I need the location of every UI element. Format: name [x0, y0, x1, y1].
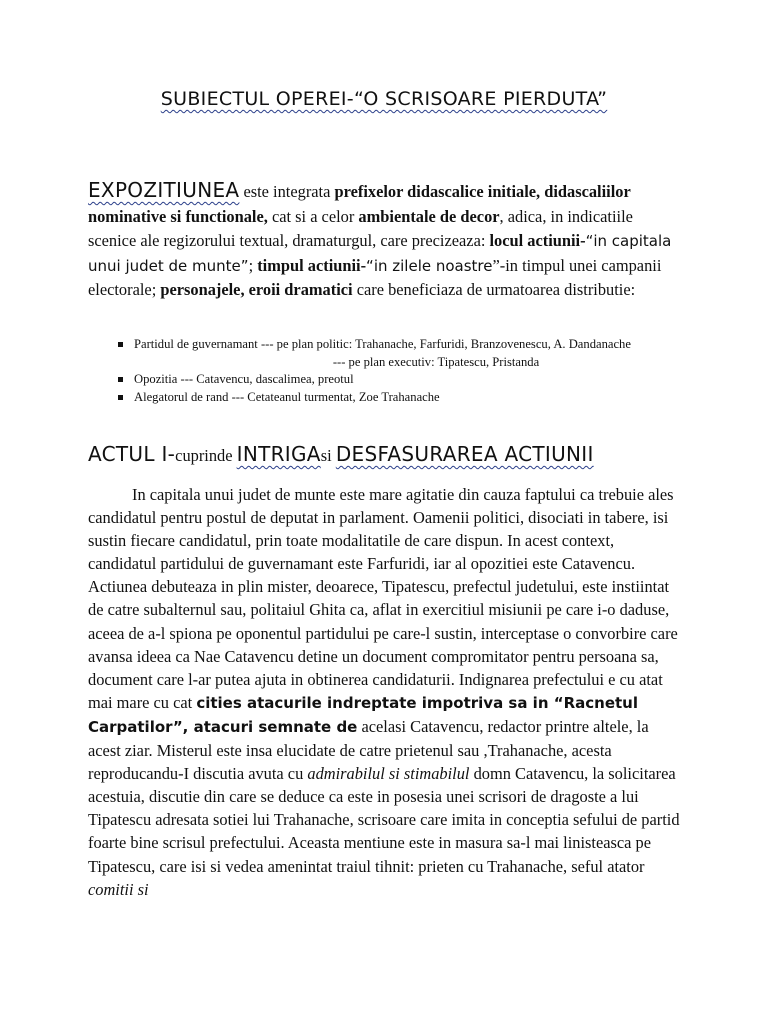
list-item: Alegatorul de rand --- Cetateanul turmentat, Zoe Trahanache	[116, 389, 636, 407]
list-item: Opozitia --- Catavencu, dascalimea, preotul	[116, 371, 636, 389]
document-title	[0, 88, 768, 110]
body-italic: comitii si	[88, 879, 149, 899]
list-item-continuation: --- pe plan executiv: Tipatescu, Pristanda	[332, 354, 540, 369]
intro-quote: “in capitala unui judet de munte”	[88, 232, 672, 275]
desfasurarea-heading: DESFASURAREA ACTIUNII	[335, 442, 594, 466]
intro-bold: ambientale de decor	[358, 206, 500, 226]
body-paragraph	[88, 483, 684, 901]
intro-text: ”-in timpul unei campanii electorale;	[88, 255, 662, 299]
intriga-heading: INTRIGA	[236, 442, 321, 466]
body-text: In capitala unui judet de munte este mare agitatie din cauza faptului ca trebuie ales candidatul pentru postul de deputat in parlament. Oamenii politici, disociati in tabere, isi sustin fiecare candidatul, prin toate modalitatile de care dispun. In acest context, candidatul partidului de guvernamant este Farfuridi, iar al opozitiei este Catavencu. Actiunea debuteaza in plin mister, deoarece, Tipatescu, prefectul judetului, este instiintat de catre subalternul sau, politaiul Ghita ca, aflat in exercitiul misiunii pe care i-o daduse, aceea de a-l spiona pe oponentul partidului pe care-l sustin, interceptase o convorbire care avansa ideea ca Nae Catavencu detine un document compromitator pentru persoana sa, document care l-ar putea ajuta in obtinerea candidaturii. Indignarea prefectului e cu atat mai mare cu cat	[88, 485, 678, 712]
act-label: ACTUL I-	[88, 442, 176, 466]
intro-text: este integrata	[239, 182, 335, 201]
body-italic: admirabilul si stimabilul	[307, 764, 470, 784]
act-text: si	[320, 446, 336, 465]
intro-text: , adica, in indicatiile scenice ale regizorului textual, dramaturgul, care precizeaza:	[88, 206, 633, 250]
intro-bold: locul actiunii-	[489, 231, 586, 250]
body-text: acelasi Catavencu, redactor printre altele, la acest ziar. Misterul este insa elucidate de catre prietenul sau ,Trahanache, acesta reproducandu-I discutia avuta cu	[88, 716, 649, 784]
heading-expozitiunea: EXPOZITIUNEA	[88, 178, 240, 202]
intro-text: ;	[248, 255, 258, 275]
act-text: cuprinde	[175, 446, 237, 465]
intro-text: cat si a celor	[267, 206, 359, 226]
title-text: SUBIECTUL OPEREI-“O SCRISOARE PIERDUTA”	[160, 88, 608, 110]
body-text: domn Catavencu, la solicitarea acestuia, discutie din care se deduce ca este in posesia unei scrisori de dragoste a lui Tipatescu adresata sotiei lui Trahanache, scrisoare care imita in conceptia sefului de partid foarte bine scrisul prefectului. Aceasta mentiune este in masura sa-l mai linisteasca pe Tipatescu, care isi si vedea amenintat traiul tihnit: prieten cu Trahanache, seful atator	[88, 764, 680, 876]
intro-paragraph	[88, 178, 684, 303]
act-heading	[88, 442, 708, 466]
intro-quote: “in zilele noastre	[366, 256, 493, 275]
intro-bold: timpul actiunii-	[257, 255, 367, 275]
intro-text: care beneficiaza de urmatoarea distributie:	[352, 280, 636, 299]
list-item: Partidul de guvernamant --- pe plan politic: Trahanache, Farfuridi, Branzovenescu, A. Dandanache	[116, 336, 636, 354]
distribution-list	[116, 336, 636, 406]
body-bold: cities atacurile indreptate impotriva sa in “Racnetul Carpatilor”, atacuri semnate de	[88, 693, 638, 736]
intro-bold: personajele, eroii dramatici	[160, 280, 353, 299]
intro-bold: prefixelor didascalice initiale, didascaliilor nominative si functionale,	[88, 182, 631, 226]
